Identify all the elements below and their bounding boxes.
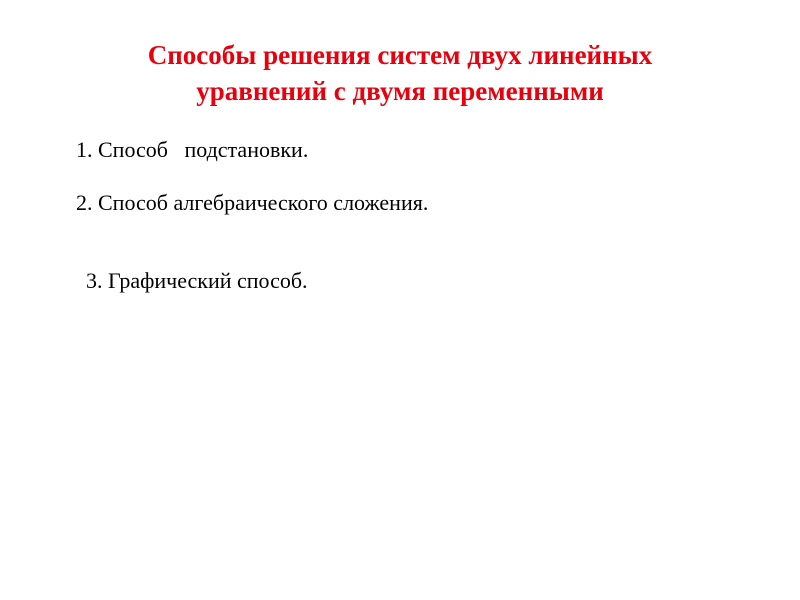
- list-item: 1. Способ подстановки.: [76, 137, 309, 162]
- list-item: 2. Способ алгебраического сложения.: [76, 189, 429, 215]
- list-item: 3. Графический способ.: [86, 268, 308, 294]
- method-list: [76, 136, 736, 296]
- page-title: [60, 38, 740, 109]
- page-title-line-2: уравнений с двумя переменными: [196, 75, 604, 106]
- page-title-line-1: Способы решения систем двух линейных: [147, 40, 653, 70]
